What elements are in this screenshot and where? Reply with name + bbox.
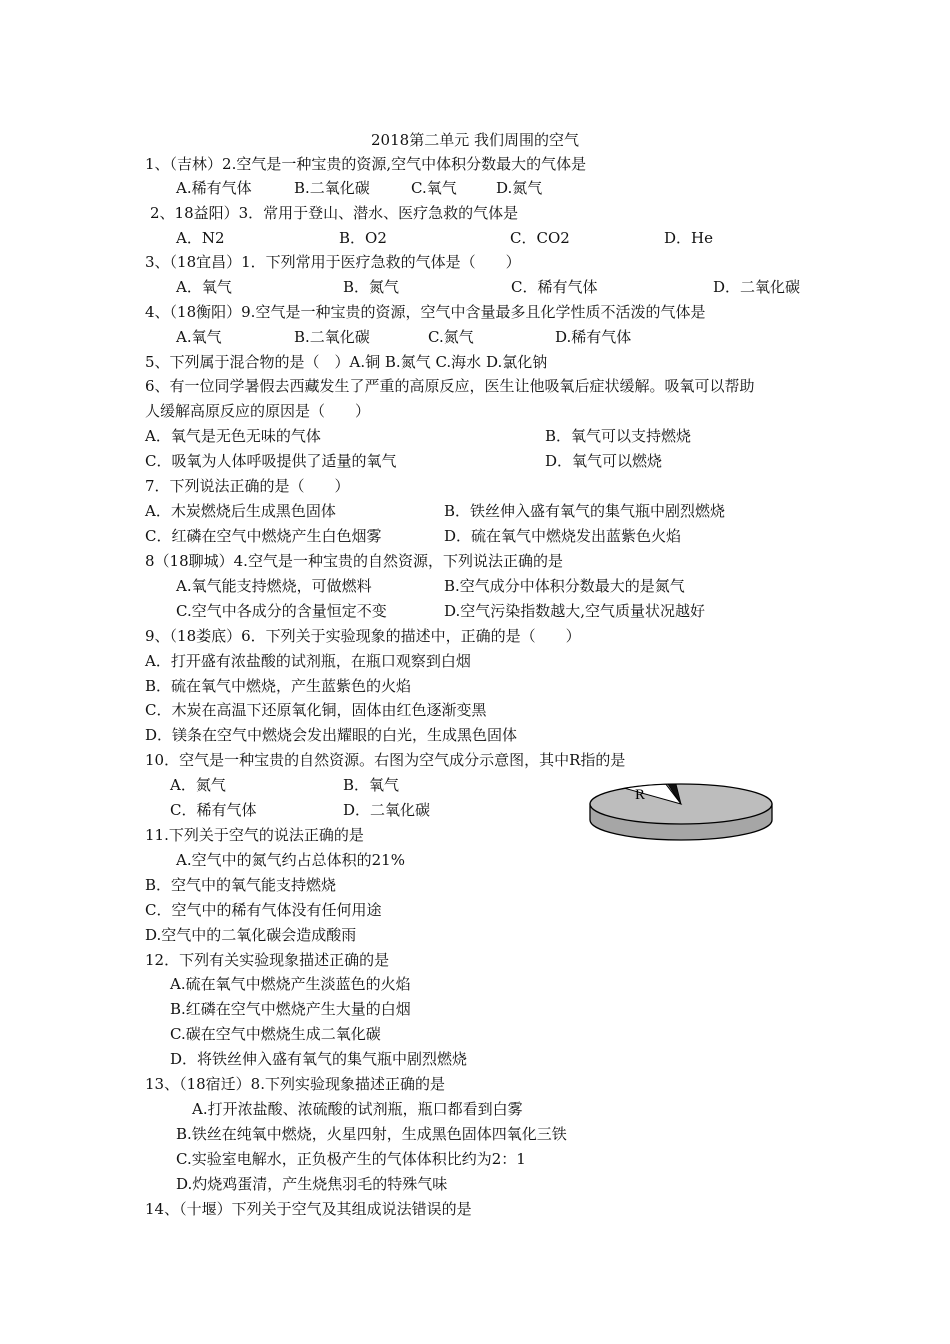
q12-option-a: A.硫在氧气中燃烧产生淡蓝色的火焰	[170, 975, 411, 993]
q1-option-d: D.氮气	[496, 179, 543, 197]
q10-option-c: C．稀有气体	[170, 801, 257, 819]
q6-option-c: C．吸氧为人体呼吸提供了适量的氧气	[145, 452, 397, 470]
q12-stem: 12．下列有关实验现象描述正确的是	[145, 951, 390, 969]
q4-option-c: C.氮气	[428, 328, 474, 346]
q5-stem: 5、下列属于混合物的是（ ）A.铜 B.氮气 C.海水 D.氯化钠	[145, 353, 548, 371]
q13-option-a: A.打开浓盐酸、浓硫酸的试剂瓶，瓶口都看到白雾	[192, 1100, 523, 1118]
q8-option-d: D.空气污染指数越大,空气质量状况越好	[444, 602, 706, 620]
q10-stem: 10．空气是一种宝贵的自然资源。右图为空气成分示意图，其中R指的是	[145, 751, 626, 769]
q6-stem-line1: 6、有一位同学暑假去西藏发生了严重的高原反应，医生让他吸氧后症状缓解。吸氧可以帮助	[145, 377, 755, 395]
q11-option-a: A.空气中的氮气约占总体积的21%	[176, 851, 405, 869]
q2-stem: 2、18益阳）3．常用于登山、潜水、医疗急救的气体是	[150, 204, 519, 222]
q8-option-b: B.空气成分中体积分数最大的是氮气	[444, 577, 685, 595]
q3-option-b: B．氮气	[343, 278, 400, 296]
q1-stem: 1、（吉林）2.空气是一种宝贵的资源,空气中体积分数最大的气体是	[145, 155, 587, 173]
q13-option-b: B.铁丝在纯氧中燃烧，火星四射，生成黑色固体四氧化三铁	[176, 1125, 567, 1143]
q9-option-c: C．木炭在高温下还原氧化铜，固体由红色逐渐变黑	[145, 701, 487, 719]
q10-option-a: A．氮气	[170, 776, 226, 794]
q8-option-c: C.空气中各成分的含量恒定不变	[176, 602, 387, 620]
q4-option-a: A.氧气	[176, 328, 222, 346]
q7-option-a: A．木炭燃烧后生成黑色固体	[145, 502, 336, 520]
q12-option-b: B.红磷在空气中燃烧产生大量的白烟	[170, 1000, 411, 1018]
pie-label-r: R	[635, 787, 646, 803]
q9-option-a: A．打开盛有浓盐酸的试剂瓶，在瓶口观察到白烟	[145, 652, 471, 670]
q10-option-d: D．二氧化碳	[343, 801, 431, 819]
air-composition-pie-figure	[588, 782, 774, 852]
q13-option-d: D.灼烧鸡蛋清，产生烧焦羽毛的特殊气味	[176, 1175, 448, 1193]
q3-option-a: A．氧气	[176, 278, 232, 296]
q9-option-b: B．硫在氧气中燃烧，产生蓝紫色的火焰	[145, 677, 412, 695]
q6-stem-line2: 人缓解高原反应的原因是（ ）	[145, 402, 371, 420]
q7-stem: 7．下列说法正确的是（ ）	[145, 477, 350, 495]
q9-option-d: D．镁条在空气中燃烧会发出耀眼的白光，生成黑色固体	[145, 726, 518, 744]
q2-option-d: D．He	[664, 229, 713, 247]
q2-option-b: B．O2	[339, 229, 387, 247]
q2-option-c: C．CO2	[510, 229, 570, 247]
q11-stem: 11.下列关于空气的说法正确的是	[145, 826, 364, 844]
q11-option-c: C．空气中的稀有气体没有任何用途	[145, 901, 382, 919]
page-title: 2018第二单元 我们周围的空气	[371, 131, 579, 149]
q6-option-d: D．氧气可以燃烧	[545, 452, 663, 470]
q8-stem: 8（18聊城）4.空气是一种宝贵的自然资源，下列说法正确的是	[145, 552, 563, 570]
q1-option-b: B.二氧化碳	[294, 179, 370, 197]
q12-option-d: D．将铁丝伸入盛有氧气的集气瓶中剧烈燃烧	[170, 1050, 468, 1068]
q8-option-a: A.氧气能支持燃烧，可做燃料	[176, 577, 372, 595]
q10-option-b: B．氧气	[343, 776, 400, 794]
q4-option-b: B.二氧化碳	[294, 328, 370, 346]
q13-stem: 13、（18宿迁）8.下列实验现象描述正确的是	[145, 1075, 445, 1093]
q2-option-a: A．N2	[176, 229, 225, 247]
q13-option-c: C.实验室电解水，正负极产生的气体体积比约为2：1	[176, 1150, 526, 1168]
q4-stem: 4、（18衡阳）9.空气是一种宝贵的资源，空气中含量最多且化学性质不活泼的气体是	[145, 303, 706, 321]
q11-option-d: D.空气中的二氧化碳会造成酸雨	[145, 926, 357, 944]
q3-option-c: C．稀有气体	[511, 278, 598, 296]
q7-option-b: B．铁丝伸入盛有氧气的集气瓶中剧烈燃烧	[444, 502, 726, 520]
q6-option-a: A．氧气是无色无味的气体	[145, 427, 321, 445]
q7-option-d: D．硫在氧气中燃烧发出蓝紫色火焰	[444, 527, 682, 545]
q4-option-d: D.稀有气体	[555, 328, 632, 346]
q3-option-d: D．二氧化碳	[713, 278, 801, 296]
q1-option-c: C.氧气	[411, 179, 457, 197]
q9-stem: 9、（18娄底）6．下列关于实验现象的描述中，正确的是（ ）	[145, 627, 581, 645]
q11-option-b: B．空气中的氧气能支持燃烧	[145, 876, 337, 894]
q14-stem: 14、（十堰）下列关于空气及其组成说法错误的是	[145, 1200, 472, 1218]
q3-stem: 3、（18宜昌）1．下列常用于医疗急救的气体是（ ）	[145, 253, 521, 271]
q12-option-c: C.碳在空气中燃烧生成二氧化碳	[170, 1025, 381, 1043]
q7-option-c: C．红磷在空气中燃烧产生白色烟雾	[145, 527, 382, 545]
q6-option-b: B．氧气可以支持燃烧	[545, 427, 692, 445]
q1-option-a: A.稀有气体	[176, 179, 252, 197]
